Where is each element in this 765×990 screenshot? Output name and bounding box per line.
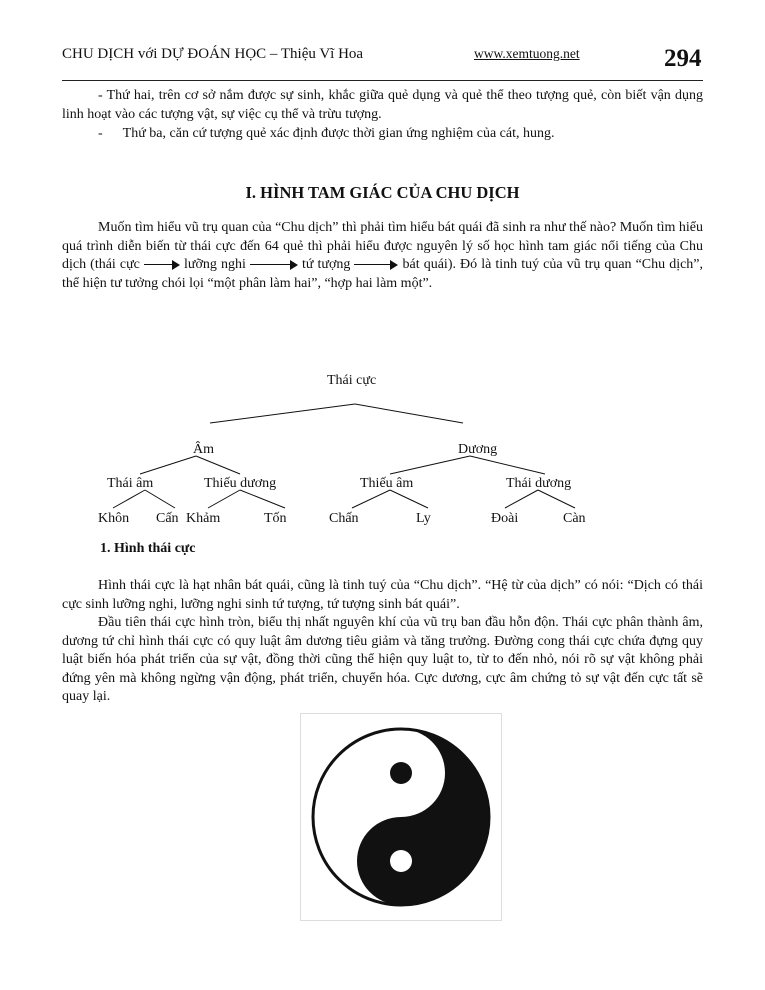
tree-edge [208,490,240,508]
header-divider [62,80,703,81]
tree-node-level3: Khôn [98,511,130,526]
tree-node-level3: Ly [416,511,431,526]
tree-edge [145,490,175,508]
tree-edge [505,490,538,508]
paragraph-taiji-description: Đầu tiên thái cực hình tròn, biểu thị nhất nguyên khí của vũ trụ ban đầu hỗn độn. Thái cực phân thành âm, dương tứ chỉ hình thái cực có quy luật âm dương tiêu giảm và tăng trưởng. Đường cong thái cực chứa đựng quy luật biến hóa phát triển của sự vật, đồng thời cũng thể hiện quy luật to, từ to đến nhỏ, nói rõ sự vật không phải đứng yên mà không ngừng vận động, phát triển, chuyển hóa. Cực dương, cực âm chứng tỏ sự vật đến cực tất sẽ quay lại. [62,615,703,704]
tree-node-level3: Càn [563,511,586,526]
tree-edge [240,490,285,508]
book-title: CHU DỊCH với DỰ ĐOÁN HỌC – Thiệu Vĩ Hoa [62,46,364,62]
intro-point-two: - Thứ hai, trên cơ sở nắm được sự sinh, khắc giữa quẻ dụng và quẻ thể theo tượng quẻ, còn biết vận dụng linh hoạt vào các tượng vật, sự việc cụ thể và trừu tượng. [62,88,703,122]
tree-node-level2: Thái dương [506,476,572,491]
tree-edge [390,490,428,508]
website-link[interactable]: www.xemtuong.net [474,46,580,61]
tree-edge [390,456,470,474]
para1-text-d: bát quái). Đó là tinh tuý của vũ trụ quan “Chu dịch”, thể hiện tư tưởng chói lọi “một phân làm hai”, “hợp hai làm một”. [62,257,704,291]
tree-edge [210,404,355,423]
tree-node-level2: Thiếu dương [204,476,277,491]
list-dash: - [98,126,103,141]
tree-edge [140,456,196,474]
arrow-right-icon [144,260,180,270]
tree-node-level2: Thiếu âm [360,476,414,491]
tree-node-level1: Âm [193,442,214,457]
tree-node-level2: Thái âm [107,476,154,491]
trigram-tree-diagram [0,360,765,540]
para1-text-b: lưỡng nghi [184,257,246,272]
tree-node-root: Thái cực [327,373,377,388]
tree-edge [355,404,463,423]
tree-edge [113,490,145,508]
tree-edge [470,456,545,474]
tree-node-level3: Tốn [264,511,287,526]
arrow-right-icon [354,260,398,270]
taiji-image [300,713,502,921]
tree-node-level3: Đoài [491,511,519,526]
arrow-right-icon [250,260,298,270]
para1-text-a: Muốn tìm hiểu vũ trụ quan của “Chu dịch” thì phải tìm hiểu bát quái đã sinh ra như thế nào? Muốn tìm hiểu quá trình diễn biến từ thái cực đến 64 quẻ thì phải hiểu được nguyên lý số học hình tam giác nổi tiếng của Chu dịch (thái cực [62,220,703,272]
intro-point-three [62,125,703,144]
tree-edge [538,490,575,508]
paragraph-taiji-definition: Hình thái cực là hạt nhân bát quái, cũng là tinh tuý của “Chu dịch”. “Hệ từ của dịch” có nói: “Dịch có thái cực sinh lưỡng nghi, lưỡng nghi sinh tứ tượng, tứ tượng sinh bát quái”. [62,578,703,612]
page-number: 294 [664,45,702,72]
tree-edge [352,490,390,508]
section-heading: I. HÌNH TAM GIÁC CỦA CHU DỊCH [245,183,520,202]
subheading-taiji: 1. Hình thái cực [100,541,196,556]
tree-node-level3: Chấn [329,511,359,526]
yin-yang-icon [301,714,501,920]
para1-text-c: tứ tượng [302,257,351,272]
intro-point-three-text: Thứ ba, căn cứ tượng quẻ xác định được thời gian ứng nghiệm của cát, hung. [122,126,555,141]
tree-node-level3: Khảm [186,511,221,526]
tree-edge [196,456,240,474]
tree-node-level1: Dương [458,442,498,457]
paragraph-triangle-intro [62,219,703,293]
tree-node-level3: Cấn [156,511,179,526]
